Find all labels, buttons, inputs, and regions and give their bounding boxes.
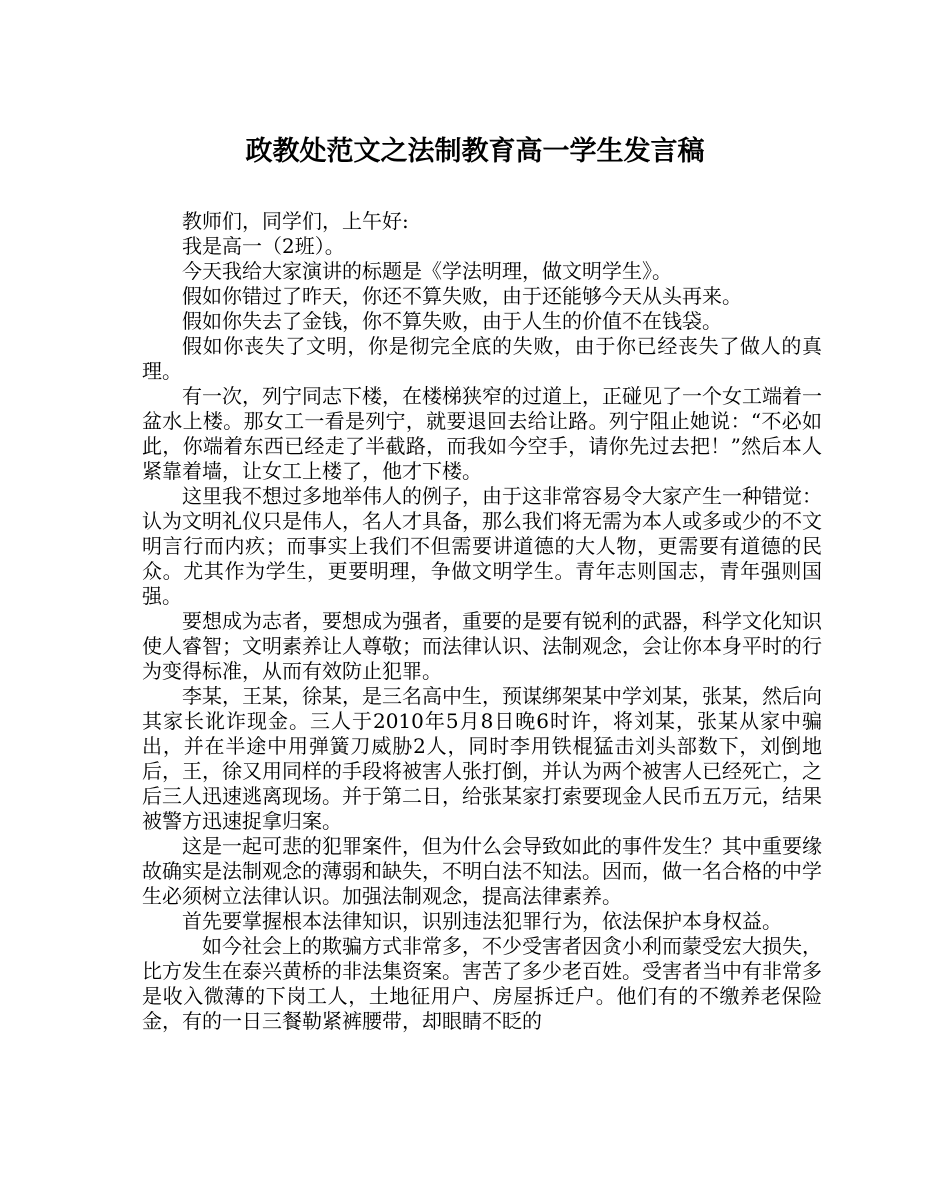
paragraph-first-point: 首先要掌握根本法律知识，识别违法犯罪行为，依法保护本身权益。 [182, 909, 782, 933]
paragraph-money: 假如你失去了金钱，你不算失败，由于人生的价值不在钱袋。 [182, 309, 722, 333]
paragraph-topic: 今天我给大家演讲的标题是《学法明理，做文明学生》。 [182, 259, 672, 283]
paragraph-greeting: 教师们，同学们，上午好: [182, 209, 409, 233]
paragraph-case: 李某，王某，徐某，是三名高中生，预谋绑架某中学刘某，张某，然后向其家长讹诈现金。三人于2010年5月8日晚6时许，将刘某，张某从家中骗出，并在半途中用弹簧刀威胁2人，同时李用铁棍猛击刘头部数下，刘倒地后，王，徐又用同样的手段将被害人张打倒，并认为两个被害人已经死亡，之后三人迅速逃离现场。并于第二日，给张某家打索要现金人民币五万元，结果被警方迅速捉拿归案。 [142, 684, 822, 833]
document-title: 政教处范文之法制教育高一学生发言稿 [245, 136, 705, 167]
paragraph-lenin-story: 有一次，列宁同志下楼，在楼梯狭窄的过道上，正碰见了一个女工端着一盆水上楼。那女工一看是列宁，就要退回去给让路。列宁阻止她说：“不必如此，你端着东西已经走了半截路，而我如今空手，请你先过去把！”然后本人紧靠着墙，让女工上楼了，他才下楼。 [142, 384, 822, 483]
paragraph-ordinary-people: 这里我不想过多地举伟人的例子，由于这非常容易令大家产生一种错觉：认为文明礼仪只是伟人，名人才具备，那么我们将无需为本人或多或少的不文明言行而内疚；而事实上我们不但需要讲道德的大人物，更需要有道德的民众。尤其作为学生，更要明理，争做文明学生。青年志则国志，青年强则国强。 [142, 484, 822, 608]
paragraph-strong: 要想成为志者，要想成为强者，重要的是要有锐利的武器，科学文化知识使人睿智；文明素养让人尊敬；而法律认识、法制观念，会让你本身平时的行为变得标准，从而有效防止犯罪。 [142, 609, 822, 683]
paragraph-civility: 假如你丧失了文明，你是彻完全底的失败，由于你已经丧失了做人的真理。 [142, 334, 822, 383]
document-body [142, 209, 822, 1034]
paragraph-yesterday: 假如你错过了昨天，你还不算失败，由于还能够今天从头再来。 [182, 284, 742, 308]
paragraph-reflection: 这是一起可悲的犯罪案件，但为什么会导致如此的事件发生？其中重要缘故确实是法制观念的薄弱和缺失，不明白法不知法。因而，做一名合格的中学生必须树立法律认识。加强法制观念，提高法律素养。 [142, 834, 822, 908]
paragraph-fraud: 如今社会上的欺骗方式非常多，不少受害者因贪小利而蒙受宏大损失，比方发生在泰兴黄桥的非法集资案。害苦了多少老百姓。受害者当中有非常多是收入微薄的下岗工人，土地征用户、房屋拆迁户。他们有的不缴养老保险金，有的一日三餐勒紧裤腰带，却眼睛不眨的 [142, 934, 822, 1033]
paragraph-class: 我是高一（2班）。 [182, 234, 345, 258]
